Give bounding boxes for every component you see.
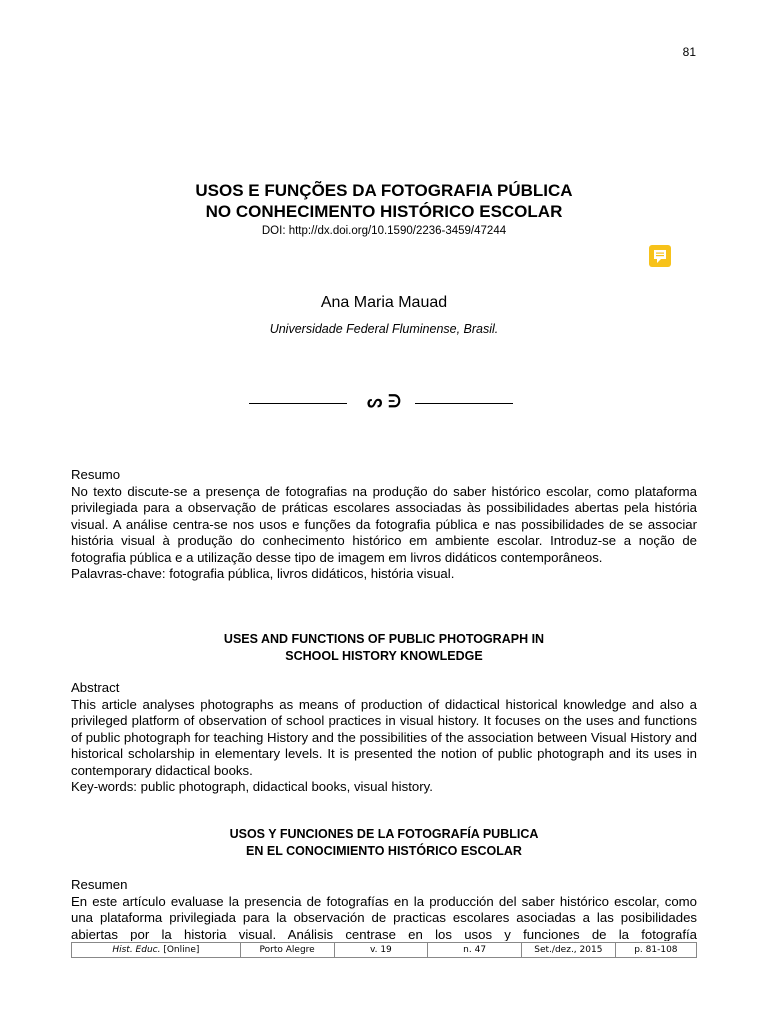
footer-city: Porto Alegre <box>240 943 334 958</box>
footer-volume: v. 19 <box>334 943 428 958</box>
resumo-section <box>71 467 697 583</box>
spanish-title-line-2: EN EL CONOCIMIENTO HISTÓRICO ESCOLAR <box>246 844 522 858</box>
resumen-text: En este artículo evaluase la presencia de fotografías en la producción del saber histórico escolar, como una plataforma privilegiada para la observación de practicas escolares asociadas a las posibilidades abiertas por la historia visual. Análisis centrase en los usos y funciones de la fotografía <box>71 893 697 941</box>
divider-ornament: ᔕ ᕭ <box>367 392 401 412</box>
resumo-label: Resumo <box>71 467 121 482</box>
footer-pages: p. 81-108 <box>615 943 696 958</box>
footer-journal-suffix: [Online] <box>160 945 200 955</box>
abstract-section <box>71 680 697 796</box>
comment-icon[interactable] <box>649 245 671 267</box>
footer-date: Set./dez., 2015 <box>522 943 616 958</box>
abstract-keywords: Key-words: public photograph, didactical books, visual history. <box>71 779 433 794</box>
resumo-keywords: Palavras-chave: fotografia pública, livros didáticos, história visual. <box>71 566 455 581</box>
author-name: Ana Maria Mauad <box>320 294 448 311</box>
abstract-text: This article analyses photographs as means of production of didactical historical knowledge and also a privileged platform of observation of school practices in visual history. It focuses on the uses and functions of public photograph for teaching History and the possibilities of the association between Visual History and historical scholarship in elementary levels. It is presented the notion of public photograph and its uses in contemporary didactical books. <box>71 696 697 778</box>
english-title-line-2: SCHOOL HISTORY KNOWLEDGE <box>285 649 483 663</box>
article-title-line-2: NO CONHECIMENTO HISTÓRICO ESCOLAR <box>205 202 563 221</box>
abstract-label: Abstract <box>71 680 120 695</box>
footer-row <box>72 943 697 958</box>
footer-journal <box>72 943 241 958</box>
divider-line-left <box>249 403 347 404</box>
footer-journal-name: Hist. Educ. <box>112 945 161 955</box>
spanish-title <box>0 826 768 860</box>
article-title-line-1: USOS E FUNÇÕES DA FOTOGRAFIA PÚBLICA <box>195 181 573 200</box>
spanish-title-line-1: USOS Y FUNCIONES DE LA FOTOGRAFÍA PUBLICA <box>229 827 539 841</box>
journal-footer <box>71 942 697 958</box>
resumen-section <box>71 877 697 941</box>
section-divider <box>0 392 768 414</box>
doi: DOI: http://dx.doi.org/10.1590/2236-3459/47244 <box>261 225 507 237</box>
resumo-text: No texto discute-se a presença de fotografias na produção do saber histórico escolar, como plataforma privilegiada para a observação de práticas escolares associadas às possibilidades abertas pela história visual. A análise centra-se nos usos e funções da fotografia pública e nas possibilidades de se associar história visual à produção do conhecimento histórico em ambiente escolar. Introduz-se a noção de fotografia pública e a utilização desse tipo de imagem em livros didáticos contemporâneos. <box>71 483 697 565</box>
resumen-label: Resumen <box>71 877 128 892</box>
footer-number: n. 47 <box>428 943 522 958</box>
page-number: 81 <box>682 45 696 59</box>
article-title <box>0 180 768 222</box>
english-title <box>0 631 768 665</box>
english-title-line-1: USES AND FUNCTIONS OF PUBLIC PHOTOGRAPH IN <box>223 632 545 646</box>
divider-line-right <box>415 403 513 404</box>
author-affiliation: Universidade Federal Fluminense, Brasil. <box>269 322 499 336</box>
